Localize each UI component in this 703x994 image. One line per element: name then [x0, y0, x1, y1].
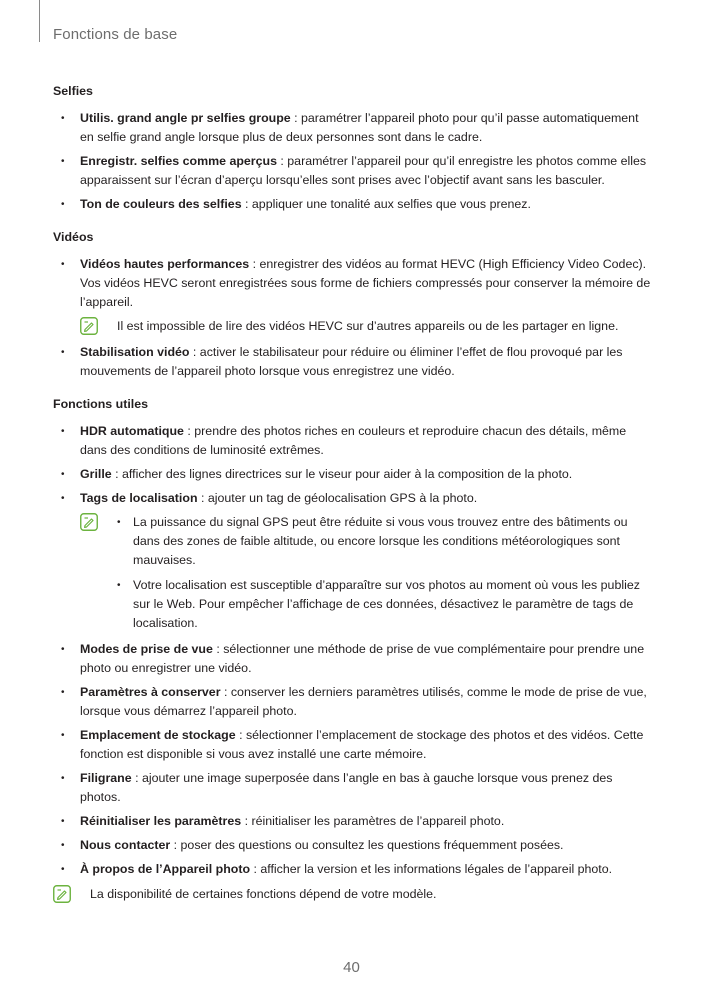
item-term: Enregistr. selfies comme aperçus [80, 154, 277, 168]
list-item [53, 726, 653, 764]
list-item [53, 489, 653, 508]
item-text: : conserver les derniers paramètres utilisés, comme le mode de prise de vue, lorsque vous démarrez l’appareil photo. [80, 685, 647, 718]
item-text: : afficher la version et les informations légales de l’appareil photo. [250, 862, 613, 876]
list-item [53, 195, 653, 214]
section-title-useful: Fonctions utiles [53, 397, 148, 411]
note-icon [80, 513, 98, 531]
list-item [53, 465, 653, 484]
item-term: À propos de l’Appareil photo [80, 862, 251, 876]
section-title-videos: Vidéos [53, 230, 94, 244]
item-text: : sélectionner une méthode de prise de vue complémentaire pour prendre une photo ou enregistrer une vidéo. [80, 642, 645, 675]
note-sub-item: • Votre localisation est susceptible d’apparaître sur vos photos au moment où vous les publiez sur le Web. Pour empêcher l’affichage de ces données, désactivez le paramètre de tags de localisation. [117, 576, 653, 633]
note-hevc [80, 317, 653, 336]
list-item [53, 860, 653, 879]
item-term: Paramètres à conserver [80, 685, 221, 699]
list-item [53, 422, 653, 460]
section-title-selfies: Selfies [53, 84, 93, 98]
item-term: Stabilisation vidéo [80, 345, 190, 359]
item-text: : réinitialiser les paramètres de l’appareil photo. [241, 814, 505, 828]
item-term: Grille [80, 467, 112, 481]
list-item [53, 640, 653, 678]
item-term: Modes de prise de vue [80, 642, 213, 656]
note-sub-item: • La puissance du signal GPS peut être réduite si vous vous trouvez entre des bâtiments ou dans des zones de faible altitude, ou encore lorsque les conditions météorologiques sont mauvaises. [117, 513, 653, 570]
item-term: Vidéos hautes performances [80, 257, 250, 271]
item-term: Filigrane [80, 771, 132, 785]
page-number: 40 [343, 959, 360, 976]
item-term: Tags de localisation [80, 491, 198, 505]
header-rule [39, 0, 40, 42]
item-term: Nous contacter [80, 838, 171, 852]
item-text: : afficher des lignes directrices sur le viseur pour aider à la composition de la photo. [111, 467, 573, 481]
item-text: : ajouter une image superposée dans l’angle en bas à gauche lorsque vous prenez des photos. [80, 771, 613, 804]
list-item [53, 769, 653, 807]
item-term: Réinitialiser les paramètres [80, 814, 242, 828]
note-icon [53, 885, 71, 903]
item-text: : ajouter un tag de géolocalisation GPS à la photo. [197, 491, 478, 505]
item-text: : prendre des photos riches en couleurs et reproduire chacun des détails, même dans des conditions de luminosité extrêmes. [80, 424, 627, 457]
list-item [53, 255, 653, 312]
list-item [53, 343, 653, 381]
item-text: : sélectionner l’emplacement de stockage des photos et des vidéos. Cette fonction est disponible si vous avez installé une carte mémoire. [80, 728, 644, 761]
note-availability [53, 885, 653, 904]
item-term: Emplacement de stockage [80, 728, 236, 742]
item-text: : poser des questions ou consultez les questions fréquemment posées. [170, 838, 564, 852]
item-text: : appliquer une tonalité aux selfies que vous prenez. [241, 197, 531, 211]
item-text: : paramétrer l’appareil pour qu’il enregistre les photos comme elles apparaissent sur l’écran d’aperçu lorsqu’elles sont prises avec l’objectif avant sans les basculer. [80, 154, 647, 187]
item-text: : paramétrer l’appareil photo pour qu’il passe automatiquement en selfie grand angle lorsque plus de deux personnes sont dans le cadre. [80, 111, 639, 144]
note-text: La disponibilité de certaines fonctions dépend de votre modèle. [90, 887, 437, 901]
note-text: Il est impossible de lire des vidéos HEVC sur d’autres appareils ou de les partager en ligne. [117, 319, 619, 333]
item-term: Ton de couleurs des selfies [80, 197, 242, 211]
item-term: Utilis. grand angle pr selfies groupe [80, 111, 291, 125]
item-text: : enregistrer des vidéos au format HEVC (High Efficiency Video Codec). Vos vidéos HEVC seront enregistrées sous forme de fichiers compressés pour conserver la mémoire de l’appareil. [80, 257, 651, 309]
list-item [53, 109, 653, 147]
item-term: HDR automatique [80, 424, 184, 438]
list-item [53, 812, 653, 831]
page-header: Fonctions de base [53, 26, 178, 43]
page-content [53, 82, 653, 911]
list-item [53, 836, 653, 855]
note-gps [80, 513, 653, 633]
list-item [53, 683, 653, 721]
note-icon [80, 317, 98, 335]
item-text: : activer le stabilisateur pour réduire ou éliminer l’effet de flou provoqué par les mouvements de l’appareil photo lorsque vous enregistrez une vidéo. [80, 345, 623, 378]
list-item [53, 152, 653, 190]
